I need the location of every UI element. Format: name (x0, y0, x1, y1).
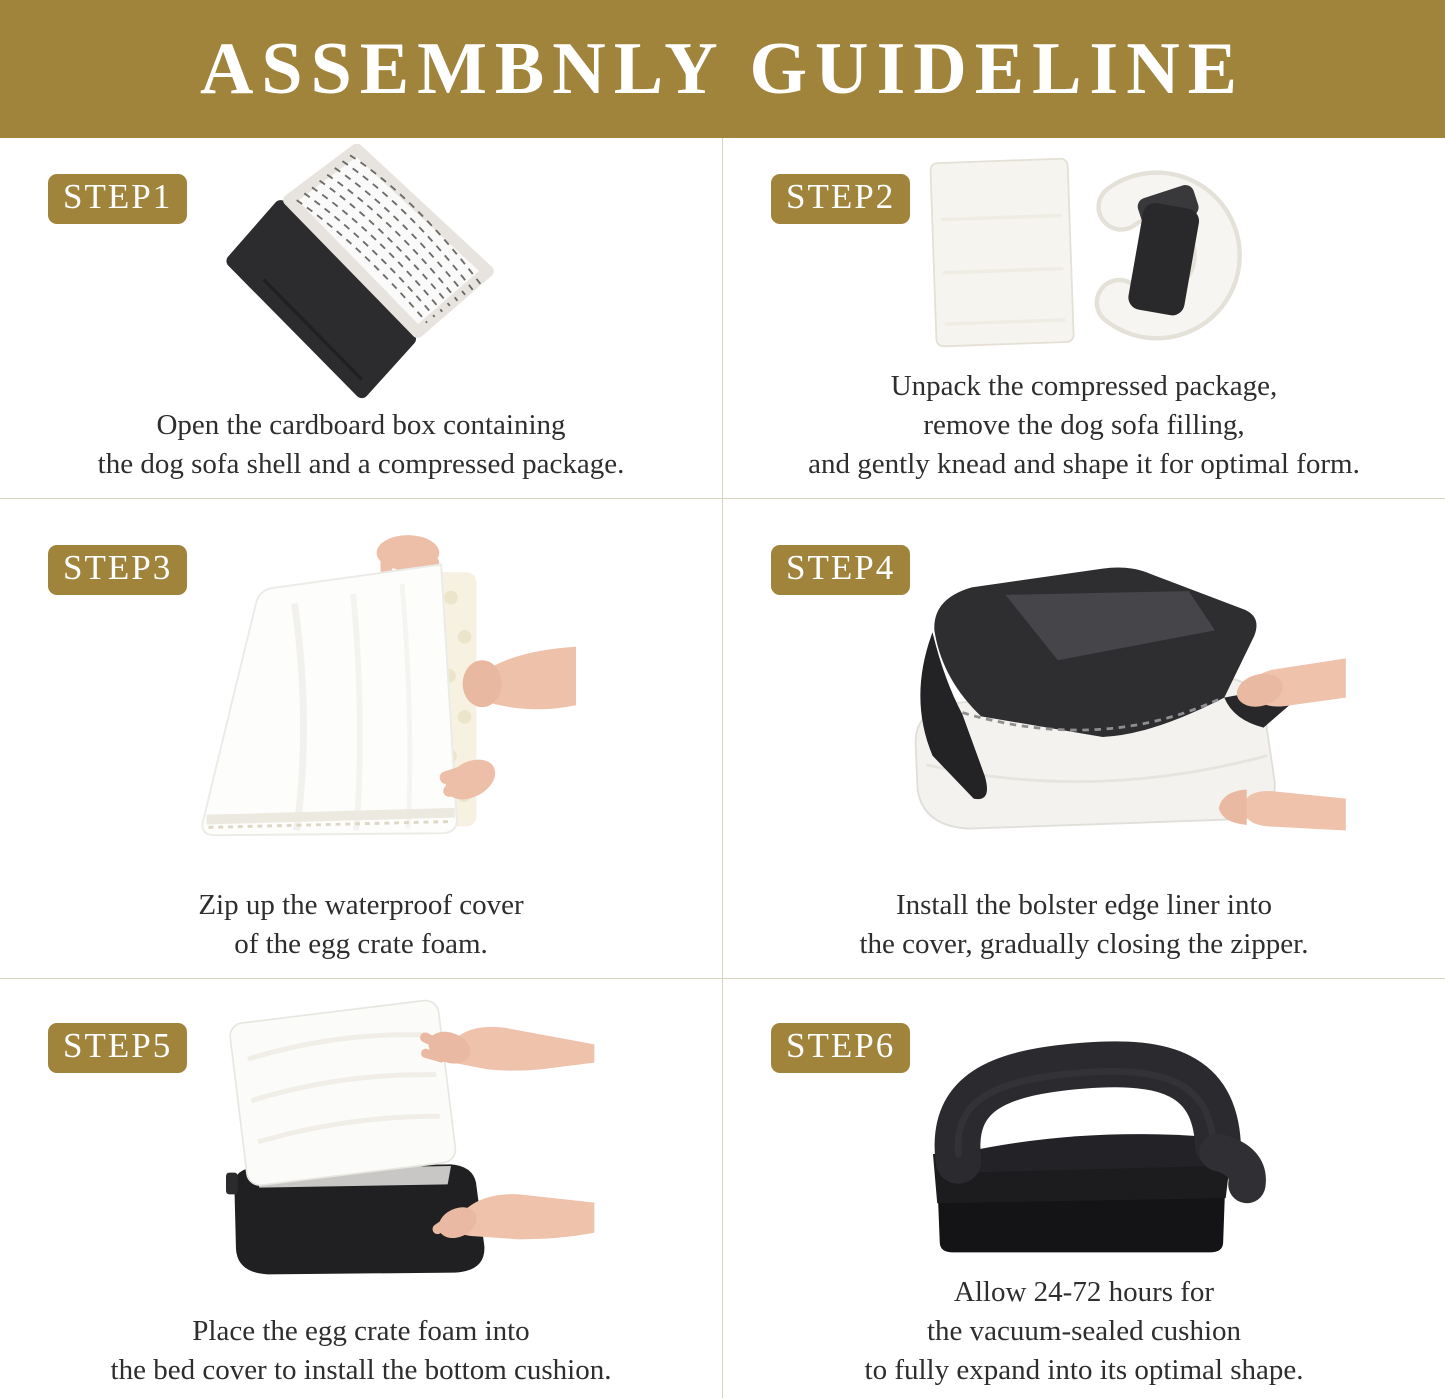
step-5-cell (0, 979, 723, 1398)
step-6-caption (723, 1273, 1445, 1398)
page-title: ASSEMBNLY GUIDELINE (199, 27, 1246, 110)
step-5-badge: STEP5 (48, 1023, 187, 1073)
caption-line: Zip up the waterproof cover (198, 889, 524, 921)
step-2-badge: STEP2 (771, 174, 910, 224)
step-2-cell (723, 138, 1445, 499)
caption-line: the cover, gradually closing the zipper. (859, 928, 1309, 960)
step-4-caption (723, 886, 1445, 978)
step-4-badge: STEP4 (771, 545, 910, 595)
step-1-badge: STEP1 (48, 174, 187, 224)
caption-line: the dog sofa shell and a compressed package. (97, 448, 625, 480)
cover-fabric (202, 564, 456, 835)
step-3-caption (0, 886, 722, 978)
caption-line: and gently knead and shape it for optimal form. (808, 448, 1360, 480)
caption-line: Place the egg crate foam into (192, 1315, 530, 1347)
caption-line: the vacuum-sealed cushion (926, 1315, 1242, 1347)
waterproof-cover-illustration (146, 529, 576, 857)
arm-upper-right (1233, 658, 1346, 711)
filling-parts-illustration (894, 138, 1274, 367)
arm-lower-right (1219, 789, 1346, 830)
caption-line: remove the dog sofa filling, (923, 409, 1245, 441)
step-4-cell (723, 499, 1445, 979)
step-2-caption (723, 367, 1445, 498)
caption-line: of the egg crate foam. (234, 928, 488, 960)
steps-grid (0, 138, 1445, 1398)
boxed-package-illustration (196, 144, 526, 400)
arm-right (463, 646, 576, 709)
step-3-cell (0, 499, 723, 979)
caption-line: to fully expand into its optimal shape. (864, 1354, 1304, 1386)
step-5-caption (0, 1312, 722, 1398)
caption-line: Allow 24-72 hours for (953, 1276, 1215, 1308)
step-6-cell (723, 979, 1445, 1398)
egg-crate-foam-block (229, 999, 457, 1187)
step-6-badge: STEP6 (771, 1023, 910, 1073)
step-3-badge: STEP3 (48, 545, 187, 595)
sofa-seat (964, 1134, 1219, 1173)
header-banner (0, 0, 1445, 138)
caption-line: the bed cover to install the bottom cushion. (110, 1354, 612, 1386)
caption-line: Open the cardboard box containing (156, 409, 566, 441)
step-2-illustration-area (723, 138, 1445, 367)
step-1-caption (0, 406, 722, 498)
caption-line: Unpack the compressed package, (890, 370, 1278, 402)
caption-line: Install the bolster edge liner into (895, 889, 1273, 921)
foam-pad (930, 158, 1074, 346)
step-1-cell (0, 138, 723, 499)
